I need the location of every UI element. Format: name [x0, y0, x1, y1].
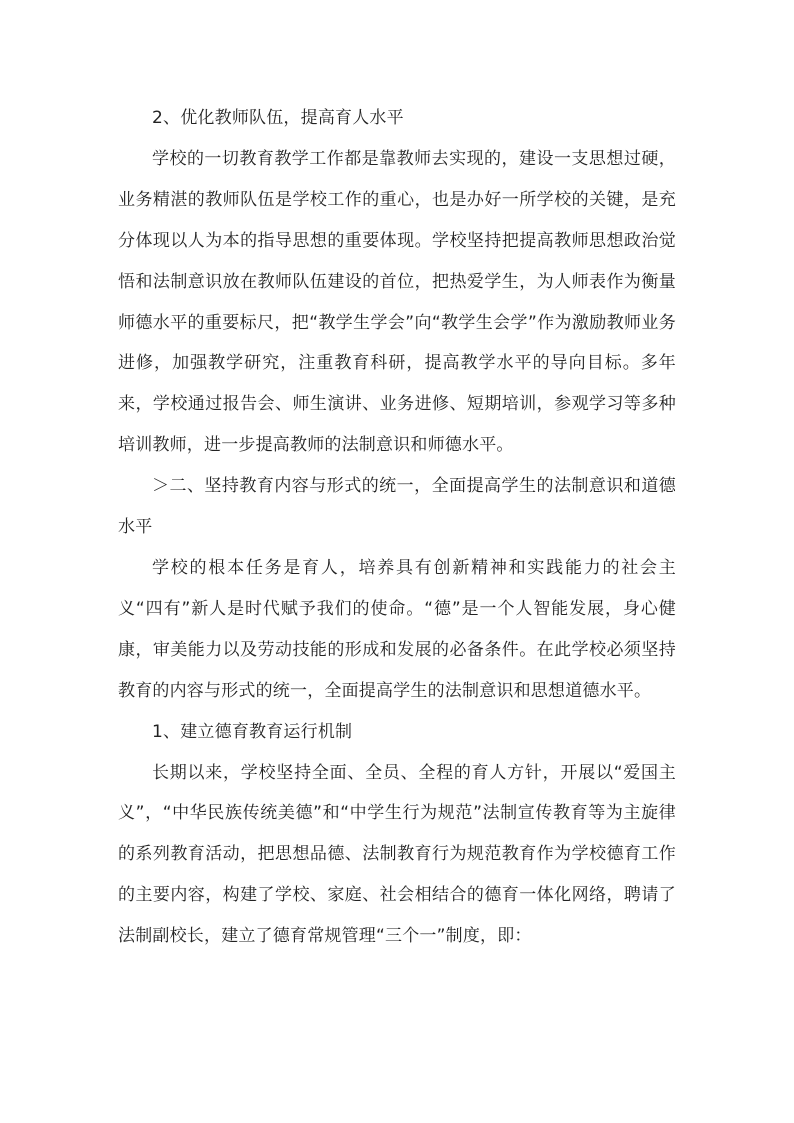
paragraph-teacher-team: 学校的一切教育教学工作都是靠教师去实现的，建设一支思想过硬，业务精湛的教师队伍是学校工作的重心，也是办好一所学校的关键，是充分体现以人为本的指导思想的重要体现。学校坚持把提高教师思想政治觉悟和法制意识放在教师队伍建设的首位，把热爱学生，为人师表作为衡量师德水平的重要标尺，把“教学生学会”向“教学生会学”作为激励教师业务进修，加强教学研究，注重教育科研，提高教学水平的导向目标。多年来，学校通过报告会、师生演讲、业务进修、短期培训，参观学习等多种培训教师，进一步提高教师的法制意识和师德水平。: [118, 148, 676, 456]
section-heading-education-unity: ＞二、坚持教育内容与形式的统一，全面提高学生的法制意识和道德水平: [118, 476, 676, 538]
paragraph-moral-mechanism: 长期以来，学校坚持全面、全员、全程的育人方针，开展以“爱国主义”，“中华民族传统美德”和“中学生行为规范”法制宣传教育等为主旋律的系列教育活动，把思想品德、法制教育行为规范教育作为学校德育工作的主要内容，构建了学校、家庭、社会相结合的德育一体化网络，聘请了法制副校长，建立了德育常规管理“三个一”制度，即：: [118, 762, 676, 947]
paragraph-education-unity: 学校的根本任务是育人，培养具有创新精神和实践能力的社会主义“四有”新人是时代赋予我们的使命。“德”是一个人智能发展，身心健康，审美能力以及劳动技能的形成和发展的必备条件。在此学校必须坚持教育的内容与形式的统一，全面提高学生的法制意识和思想道德水平。: [118, 557, 676, 701]
document-page: [118, 98, 676, 957]
section-heading-moral-mechanism: 1、建立德育教育运行机制: [152, 721, 353, 742]
section-heading-teacher-team: 2、优化教师队伍，提高育人水平: [152, 108, 404, 128]
